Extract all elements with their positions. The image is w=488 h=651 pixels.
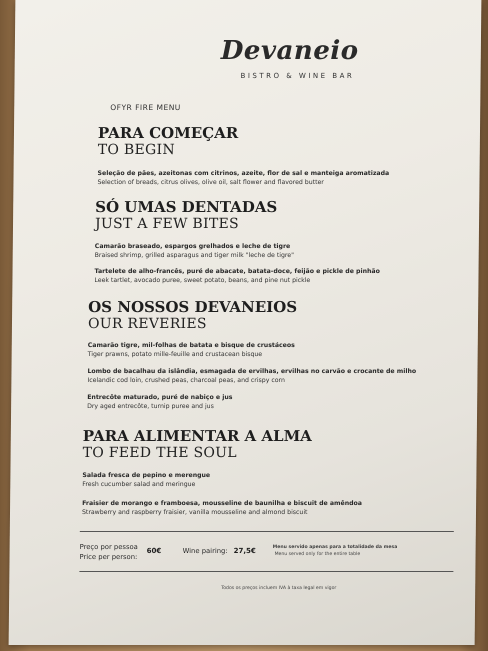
section-title-pt: PARA ALIMENTAR A ALMA (82, 427, 312, 445)
section-title-en: OUR REVERIES (87, 316, 207, 332)
menu-item-pt: Tartelete de alho-francês, puré de abacate, batata-doce, feijão e pickle de pinhão (94, 268, 380, 275)
menu-item-pt: Camarão tigre, mil-folhas de batata e bisque de crustáceos (87, 342, 295, 349)
table-note-en: Menu served only for the entire table (274, 552, 361, 557)
section-title-en: TO FEED THE SOUL (82, 445, 237, 461)
menu-item-en: Strawberry and raspberry fraisier, vanilla mousseline and almond biscuit (81, 509, 308, 516)
menu-item-en: Braised shrimp, grilled asparagus and tiger milk "leche de tigre" (94, 252, 295, 259)
divider-top (80, 531, 454, 532)
wine-pairing-price: 27,5€ (233, 547, 256, 555)
menu-item-en: Selection of breads, citrus olives, olive oil, salt flower and flavored butter (97, 179, 324, 186)
section-title-pt: SÓ UMAS DENTADAS (95, 198, 278, 216)
restaurant-tagline: BISTRO & WINE BAR (240, 72, 355, 80)
price-label-en: Price per person: (79, 553, 138, 561)
restaurant-logo: Devaneio (220, 36, 359, 66)
section-title-pt: PARA COMEÇAR (97, 124, 239, 142)
vat-disclaimer: Todos os preços incluem IVA à taxa legal em vigor (221, 586, 337, 591)
menu-item-pt: Salada fresca de pepino e merengue (82, 472, 211, 479)
menu-item-en: Fresh cucumber salad and meringue (82, 481, 196, 488)
section-title-en: JUST A FEW BITES (94, 216, 240, 232)
table-note-pt: Menu servido apenas para a totalidade da mesa (272, 545, 398, 550)
section-title-pt: OS NOSSOS DEVANEIOS (88, 298, 298, 316)
price-label-pt: Preço por pessoa (79, 543, 138, 551)
menu-item-en: Leek tartlet, avocado puree, sweet potato, beans, and pine nut pickle (94, 277, 311, 284)
menu-sheet (9, 0, 482, 645)
menu-item-pt: Camarão braseado, espargos grelhados e leche de tigre (94, 243, 291, 250)
menu-item-pt: Entrecôte maturado, puré de nabiço e jus (87, 394, 233, 401)
menu-item-en: Tiger prawns, potato mille-feuille and crustacean bisque (87, 351, 263, 358)
menu-name: OFYR FIRE MENU (110, 103, 181, 112)
section-title-en: TO BEGIN (97, 142, 176, 158)
menu-item-en: Dry aged entrecôte, turnip puree and jus (87, 403, 214, 410)
menu-item-pt: Lombo de bacalhau da islândia, esmagada de ervilhas, ervilhas no carvão e crocante de milho (87, 368, 417, 375)
menu-item-pt: Seleção de pães, azeitonas com citrinos, azeite, flor de sal e manteiga aromatizada (97, 170, 390, 177)
divider-bottom (79, 571, 453, 572)
menu-item-pt: Fraisier de morango e framboesa, mousseline de baunilha e biscuit de amêndoa (82, 500, 363, 507)
wine-pairing-label: Wine pairing: (182, 547, 228, 555)
price-value: 60€ (146, 547, 162, 555)
menu-item-en: Icelandic cod loin, crushed peas, charcoal peas, and crispy corn (87, 377, 285, 384)
